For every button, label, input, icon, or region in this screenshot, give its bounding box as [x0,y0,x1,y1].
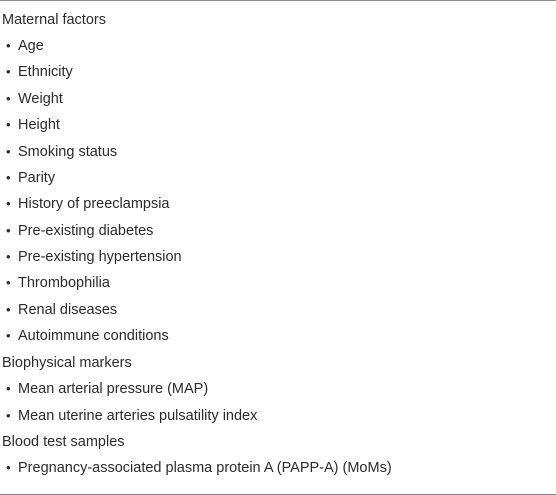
list-item-label: Parity [18,170,56,186]
bullet-icon: • [6,144,11,159]
bullet-icon: • [6,275,11,290]
list-item-label: Smoking status [18,144,118,160]
list-item [6,244,556,270]
section-header-biophysical-markers: Biophysical markers [2,355,132,371]
bullet-icon: • [6,91,11,106]
list-item [6,191,556,217]
bullet-icon: • [6,302,11,317]
list-item-label: Height [18,117,60,133]
bullet-icon: • [6,117,11,132]
list-item [6,165,556,191]
list-item-label: Weight [18,91,63,107]
list-item [6,86,556,112]
bullet-icon: • [6,381,11,396]
list-item-label: History of preeclampsia [18,196,170,212]
list-item [6,297,556,323]
list-item [6,59,556,85]
section-header-maternal-factors: Maternal factors [2,12,106,28]
list-item [6,455,556,481]
list-item [6,270,556,296]
section-header-blood-test-samples: Blood test samples [2,434,125,450]
list-item-label: Thrombophilia [18,275,110,291]
bullet-icon: • [6,38,11,53]
list-item-label: Ethnicity [18,64,73,80]
bullet-icon: • [6,249,11,264]
list-item [6,403,556,429]
bullet-icon: • [6,328,11,343]
bullet-icon: • [6,460,11,475]
list-item-label: Mean arterial pressure (MAP) [18,381,209,397]
bullet-icon: • [6,408,11,423]
list-item-label: Pregnancy-associated plasma protein A (PAPP-A) (MoMs) [18,460,392,476]
bullet-icon: • [6,223,11,238]
bullet-icon: • [6,196,11,211]
list-item-label: Age [18,38,44,54]
list-item-label: Autoimmune conditions [18,328,169,344]
list-item [6,323,556,349]
list-item [6,139,556,165]
list-item-label: Renal diseases [18,302,118,318]
list-item-label: Pre-existing diabetes [18,223,154,239]
bullet-icon: • [6,170,11,185]
list-item [6,376,556,402]
list-item [6,112,556,138]
list-item [6,218,556,244]
list-item-label: Mean uterine arteries pulsatility index [18,408,258,424]
bullet-icon: • [6,64,11,79]
list-item-label: Pre-existing hypertension [18,249,182,265]
list-item [6,33,556,59]
